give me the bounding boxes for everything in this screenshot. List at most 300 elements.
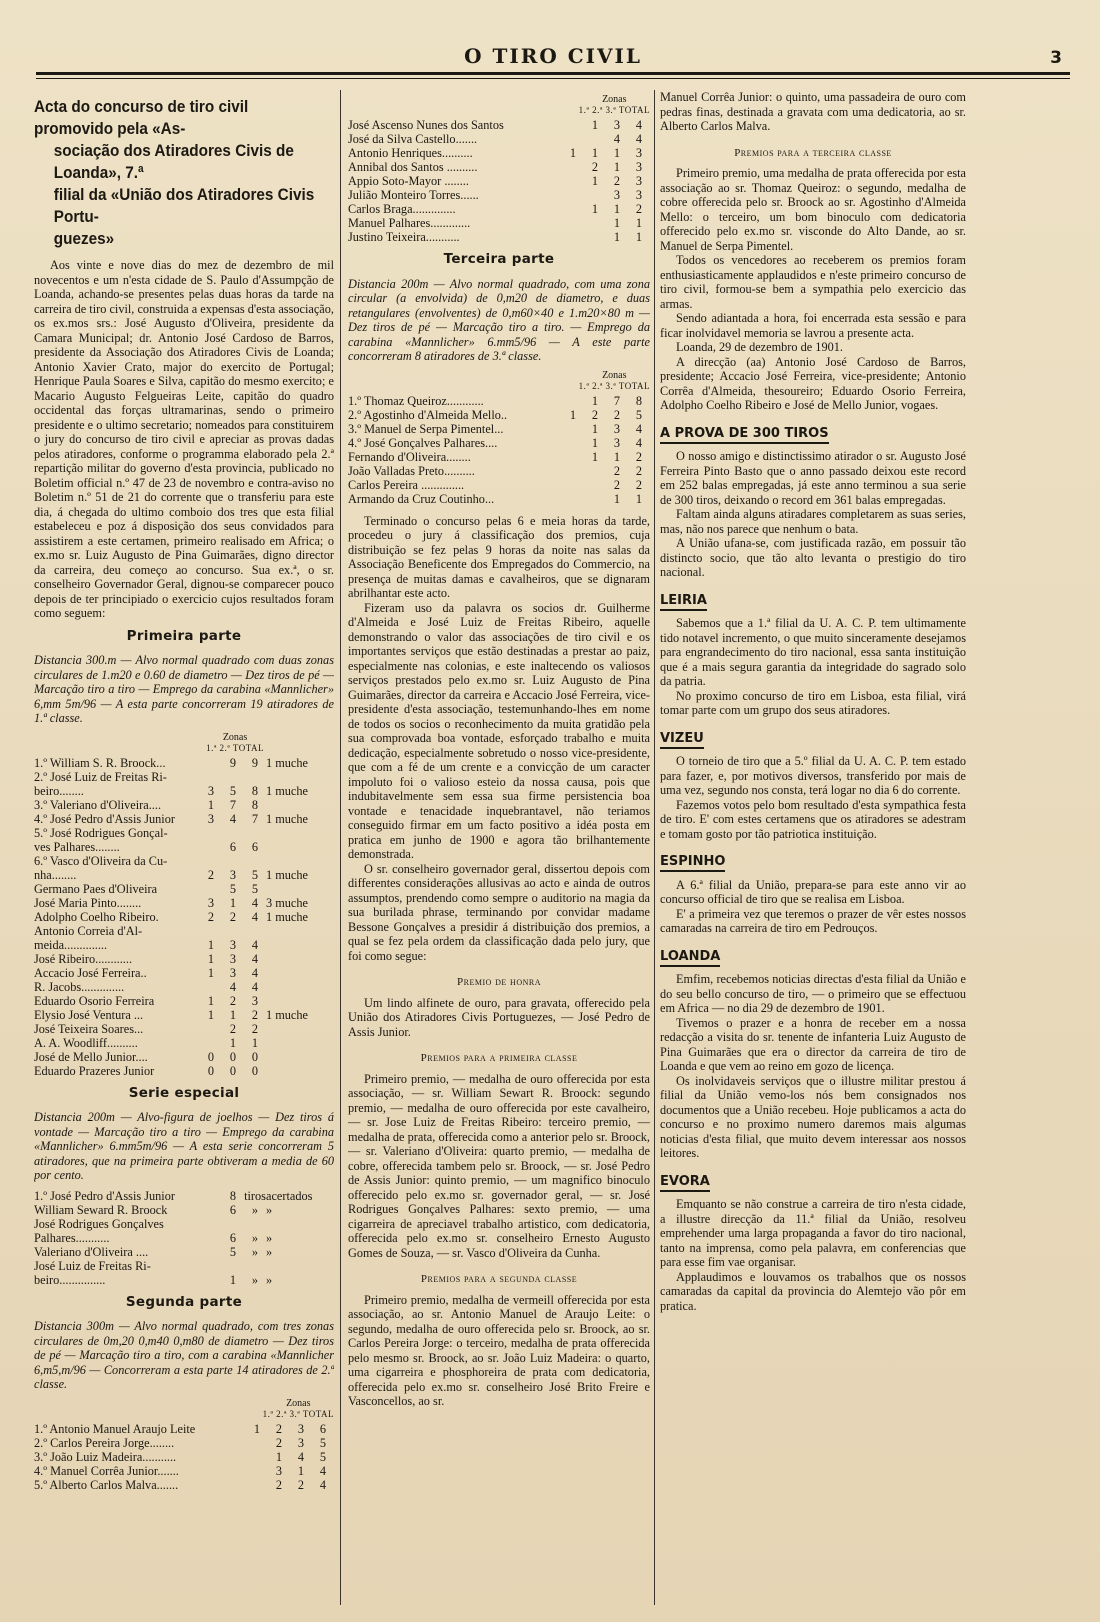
table-cell: 3: [207, 895, 215, 910]
table-cell: [266, 980, 334, 994]
paragraph: Primeiro premio, — medalha de ouro offerecida por esta associação, — sr. William Sewart R. Broock: segundo premio, — medalha de ouro offerecida por este cavalheiro, — sr. Jose Luiz de Freitas Ribeiro: terceiro premio, — medalha de prata, offerecida como a anterior pelo sr. Broock, — sr. Valeriano d'Oliveira: quarto premio, — medalha de cobre, offerecida tambem pelo sr. Broock, — sr. José Pedro de Assis Junior: quinto premio, — um magnifico binoculo offerecido pelo ex.mo sr. governador geral, — sr. José Rodrigues Gonçalves Palhares: sexto premio, — uma cigarreira de apreciavel trabalho artistico, com dedicatoria, offerecida pelo ex.mo sr. conselheiro Ernesto Augusto Gomes de Souza, — sr. Vasco d'Oliveira da Cunha.: [348, 1071, 650, 1260]
table-cell: 1: [635, 216, 643, 230]
table-cell: 4: [635, 435, 643, 450]
column-2: [348, 90, 650, 1610]
table-cell: 6: [229, 1230, 237, 1245]
table-cell: Palhares...........: [34, 1230, 110, 1245]
paragraph: A União ufana-se, com justificada razão, em possuir tão distincto socio, que tão alto levanta o prestigio do tiro nacional.: [660, 536, 966, 579]
table-row: [348, 202, 650, 216]
table-cell: 1 muche: [266, 909, 309, 924]
table-row: [34, 966, 334, 980]
table-cell: 3: [229, 951, 237, 966]
table-cell: 2: [275, 1477, 283, 1492]
table-row: [348, 132, 650, 146]
table-cell: [562, 174, 584, 188]
table-cell: 4: [319, 1477, 327, 1492]
table-cell: 6: [319, 1421, 327, 1436]
table-cell: 5: [251, 867, 259, 882]
table-cell: [584, 188, 606, 202]
table-cell: 2: [635, 477, 643, 492]
table-row: [348, 478, 650, 492]
table-cell: [562, 132, 584, 146]
table-cell: 2: [591, 407, 599, 422]
table-row: [34, 1022, 334, 1036]
table-cell: [562, 422, 584, 436]
table-cell: [266, 882, 334, 896]
table-cell: 1 muche: [266, 755, 309, 770]
zones-header: [348, 94, 650, 116]
news-heading: [660, 427, 966, 442]
table-cell: 4: [635, 132, 643, 146]
table-cell: »: [266, 1230, 273, 1245]
table-row: [348, 450, 650, 464]
news-heading: [660, 1175, 966, 1190]
table-cell: Antonio Henriques..........: [348, 146, 473, 160]
table-cell: William Seward R. Broock: [34, 1202, 168, 1217]
table-cell: 8: [229, 1188, 237, 1203]
table-cell: 1: [253, 1421, 261, 1436]
table-cell: [584, 478, 606, 492]
paragraph: Todos os vencedores ao receberem os premios foram enthusiasticamente applaudidos e n'este primeiro concurso de tiro civil, formou-se bem a sympathia pelo exercicio das armas.: [660, 253, 966, 311]
table-cell: 4: [251, 979, 259, 994]
table-cell: 5: [319, 1449, 327, 1464]
table-row: [34, 1050, 334, 1064]
table-row: [34, 1273, 334, 1287]
paragraph: O nosso amigo e distinctissimo atirador o sr. Augusto José Ferreira Pinto Basto que o anno passado deixou este record em 252 balas empregadas, já este anno terminou a sua serie de 300 tiros, deixando o record em 361 balas empregadas.: [660, 449, 966, 507]
table-cell: 1: [613, 202, 621, 216]
table-cell: 2: [229, 909, 237, 924]
table-cell: Eduardo Osorio Ferreira: [34, 993, 155, 1008]
table-cell: 1: [591, 174, 599, 188]
table-cell: [244, 924, 266, 938]
table-cell: Elysio José Ventura ...: [34, 1007, 144, 1022]
table-cell: [246, 1478, 268, 1492]
table-row: [34, 1422, 334, 1436]
table-cell: Justino Teixeira...........: [348, 230, 460, 244]
table-cell: 4: [319, 1463, 327, 1478]
results-table-serie: [34, 1189, 334, 1287]
table-cell: 0: [251, 1049, 259, 1064]
article-title: [34, 96, 331, 250]
table-cell: 2.º José Luiz de Freitas Ri-: [34, 769, 167, 784]
section-description: Distancia 300.m — Alvo normal quadrado com duas zonas circulares de 1.m20 e 0.60 de diametro — Dez tiros de pé — Marcação tiro a tiro — Emprego da carabina «Mannlicher» 6,mm 5m/96 — A esta parte concorreram 19 atiradores de 1.ª classe.: [34, 653, 334, 725]
table-cell: 2: [613, 407, 621, 422]
table-cell: [562, 202, 584, 216]
table-cell: [562, 230, 584, 244]
heading-text: LOANDA: [660, 949, 720, 967]
table-row: [34, 1478, 334, 1492]
table-cell: [200, 854, 222, 868]
table-row: [348, 464, 650, 478]
table-row: [34, 910, 334, 924]
table-cell: [246, 1436, 268, 1450]
paragraph: Manuel Corrêa Junior: o quinto, uma passadeira de ouro com pedras finas, destinada a gravata com uma dedicatoria, ao sr. Alberto Carlos Malva.: [660, 90, 966, 133]
table-cell: Armando da Cruz Coutinho...: [348, 491, 495, 506]
table-cell: »: [251, 1202, 259, 1217]
table-row: [34, 896, 334, 910]
table-cell: 9: [251, 755, 259, 770]
table-cell: 4: [251, 937, 259, 952]
table-cell: 2: [229, 993, 237, 1008]
paragraph: Fazemos votos pelo bom resultado d'esta sympathica festa de tiro. E' com estes certamens que os atiradores se adestram e tomam gosto por tão patriotica instituição.: [660, 797, 966, 841]
table-cell: [562, 492, 584, 506]
table-cell: 5: [229, 783, 237, 798]
table-row: [34, 980, 334, 994]
table-row: [34, 756, 334, 770]
zones-label: Zonas: [286, 1397, 311, 1409]
table-cell: [562, 118, 584, 132]
masthead-title: O TIRO CIVIL: [464, 44, 642, 68]
table-cell: [222, 854, 244, 868]
title-line: sociação dos Atiradores Civis de Loanda», 7.ª: [53, 141, 294, 182]
table-cell: 4: [635, 118, 643, 132]
table-cell: 6: [229, 1202, 237, 1217]
paragraph: O torneio de tiro que a 5.º filial da U. A. C. P. tem estado para fazer, e, por motivos diversos, transferido por mais de uma vez, segundo nos consta, terá logar no dia 6 do corrente.: [660, 754, 966, 797]
table-cell: [246, 1450, 268, 1464]
table-cell: [200, 882, 222, 896]
table-row: [34, 1464, 334, 1478]
table-cell: 2: [635, 202, 643, 216]
table-cell: 4: [251, 951, 259, 966]
table-row: [348, 174, 650, 188]
table-cell: 1 muche: [266, 783, 309, 798]
section-description: Distancia 300m — Alvo normal quadrado, com tres zonas circulares de 0m,20 0,m40 0,m80 de diametro — Dez tiros de pé — Marcação tiro a tiro, com a carabina «Mannlicher 6,m5,m/96 — Concorreram a esta parte 14 atiradores de 2.ª classe.: [34, 1319, 334, 1391]
subheading: Premios para a segunda classe: [420, 1273, 578, 1285]
table-cell: 6: [229, 839, 237, 854]
table-cell: [266, 938, 334, 952]
table-cell: 5: [319, 1435, 327, 1450]
table-cell: tiros: [244, 1188, 266, 1203]
table-cell: [266, 840, 334, 854]
table-cell: [200, 826, 222, 840]
table-cell: José da Silva Castello.......: [348, 132, 478, 146]
table-cell: [200, 770, 222, 784]
table-cell: [266, 966, 334, 980]
column-divider: [654, 90, 655, 1605]
zones-header: [34, 1398, 334, 1420]
table-cell: [266, 1259, 334, 1273]
table-cell: 1: [591, 449, 599, 464]
table-row: [34, 1259, 334, 1273]
table-cell: [222, 1259, 244, 1273]
table-cell: 4: [229, 979, 237, 994]
table-row: [34, 826, 334, 840]
table-cell: 3: [613, 188, 621, 202]
table-cell: 1: [613, 230, 621, 244]
table-cell: 1: [635, 491, 643, 506]
table-cell: 1: [613, 491, 621, 506]
table-cell: 1: [635, 230, 643, 244]
table-row: [348, 230, 650, 244]
table-cell: 3: [613, 421, 621, 436]
results-table-primeira: [34, 756, 334, 1078]
zones-label: Zonas: [602, 369, 627, 381]
table-cell: 2: [207, 909, 215, 924]
table-cell: 3: [635, 146, 643, 160]
table-cell: [222, 770, 244, 784]
table-cell: 1 muche: [266, 867, 309, 882]
table-cell: 1: [229, 1272, 237, 1287]
table-cell: 9: [229, 755, 237, 770]
zones-label: Zonas: [222, 731, 248, 743]
news-heading: [660, 732, 966, 747]
table-cell: 1: [297, 1463, 305, 1478]
table-cell: 1: [251, 1035, 259, 1050]
table-cell: 1: [569, 407, 577, 422]
table-cell: »: [251, 1230, 259, 1245]
paragraph: Sendo adiantada a hora, foi encerrada esta sessão e para ficar inolvidavel memoria se lavrou a presente acta.: [660, 311, 966, 340]
table-cell: 1: [591, 202, 599, 216]
table-row: [34, 1008, 334, 1022]
table-cell: 2: [251, 1007, 259, 1022]
table-cell: [562, 394, 584, 408]
table-row: [348, 436, 650, 450]
table-cell: 1.º William S. R. Broock...: [34, 755, 166, 770]
table-cell: José Luiz de Freitas Ri-: [34, 1258, 151, 1273]
table-cell: 2: [251, 1021, 259, 1036]
table-cell: [266, 770, 334, 784]
table-row: [34, 1203, 334, 1217]
table-row: [34, 868, 334, 882]
table-cell: 1: [591, 146, 599, 160]
table-cell: 0: [229, 1049, 237, 1064]
table-cell: 1: [569, 146, 577, 160]
table-cell: 1: [613, 449, 621, 464]
table-cell: 3: [229, 965, 237, 980]
table-cell: 8: [251, 797, 259, 812]
table-cell: 1: [207, 965, 215, 980]
table-cell: 1: [207, 951, 215, 966]
table-cell: 1: [591, 118, 599, 132]
table-cell: 8: [635, 393, 643, 408]
table-cell: [200, 924, 222, 938]
table-cell: [584, 492, 606, 506]
paragraph: Emquanto se não construe a carreira de tiro n'esta cidade, a illustre direcção da 11.ª filial da União, resolveu emprehender uma larga propaganda a favor do tiro nacional, tanto na imprensa, como pela palavra, em conferencias que para esse fim vae organisar.: [660, 1197, 966, 1269]
table-cell: acertados: [266, 1188, 313, 1203]
table-cell: 1 muche: [266, 1007, 309, 1022]
table-row: [348, 146, 650, 160]
paragraph: Sabemos que a 1.ª filial da U. A. C. P. tem ultimamente tido notavel incremento, o que muito sinceramente desejamos para engrandecimento do tiro nacional, essa santa instituição que é a mais segura garantia da integridade do sagrado solo da patria.: [660, 616, 966, 688]
table-row: [34, 1189, 334, 1203]
results-table-terceira: [348, 394, 650, 506]
table-cell: [244, 854, 266, 868]
table-cell: 4: [297, 1449, 305, 1464]
table-row: [34, 1245, 334, 1259]
table-cell: meida..............: [34, 937, 108, 952]
intro-paragraph: Aos vinte e nove dias do mez de dezembro de mil novecentos e um n'esta cidade de S. Paulo d'Assumpção de Loanda, achando-se presentes pelas duas horas da tarde na carreira de tiro civil, construida a expensas d'esta associação, os ex.mos srs.: José Augusto d'Oliveira, presidente da Camara Municipal; dr. Antonio José Cardoso de Barros, presidente da Associação dos Atiradores Civis de Loanda; Antonio Xavier Crato, major do exercito de Portugal; Henrique Paula Soares e Silva, capitão do mesmo exercito; e Macario Augusto Felgueiras Leite, capitão do quadro occidental das forças ultramarinas, sendo o primeiro presidente e o ultimo secretario; nomeados para constituirem o jury do concurso de tiro civil e apreciar as provas dadas pelos atiradores, conforme o programma elaborado pela 2.ª repartição militar do governo d'esta provincia, publicado no Boletim official n.º 47 de 23 de novembro e contra-aviso no Boletim n.º 51 de 21 do corrente que o transferiu para este dia, á chegada do ultimo comboio dos tres que esta filial estabeleceu e poz á disposição dos seus convidados para assistirem a este certamen, primeiro realisado em Africa; o ex.mo sr. Luiz Augusto de Pina Guimarães, digno director da carreira, deu começo ao concurso. Sua ex.ª, o sr. conselheiro Governador Geral, dignou-se comparecer pouco depois de ter principiado o exercicio cujos resultados foram como seguem:: [34, 258, 334, 620]
table-cell: [584, 230, 606, 244]
table-cell: 2: [613, 174, 621, 188]
table-cell: 5.º José Rodrigues Gonçal-: [34, 825, 168, 840]
heading-text: ESPINHO: [660, 854, 725, 872]
column-3: [660, 90, 966, 1610]
table-cell: 1: [591, 435, 599, 450]
table-cell: 2: [297, 1477, 305, 1492]
results-table-segunda: [34, 1422, 334, 1492]
table-cell: 3: [207, 811, 215, 826]
table-cell: [584, 464, 606, 478]
table-cell: 3: [251, 993, 259, 1008]
table-cell: [266, 798, 334, 812]
table-cell: [562, 160, 584, 174]
table-cell: 3: [635, 160, 643, 174]
table-cell: 3.º Valeriano d'Oliveira....: [34, 797, 162, 812]
table-row: [34, 1436, 334, 1450]
table-cell: Appio Soto-Mayor ........: [348, 174, 469, 188]
zones-columns: 1.ª 2.ª 3.ª TOTAL: [262, 1408, 334, 1419]
table-cell: 8: [251, 783, 259, 798]
paragraph: Primeiro premio, medalha de vermeill offerecida por esta associação, ao sr. Antonio Manuel de Araujo Leite: o segundo, medalha de ouro offerecida pelo sr. Broock, ao sr. Carlos Pereira Jorge: o terceiro, medalha de prata offerecida pelo mesmo sr. Broock, ao sr. João Luiz Madeira: o quarto, uma cigarreira e phosphoreira de prata com dedicatoria, offerecida pelo ex.mo sr. conselheiro José Brito Freire e Vasconcellos, ao sr.: [348, 1292, 650, 1408]
table-cell: 1.º José Pedro d'Assis Junior: [34, 1188, 175, 1203]
table-cell: [244, 1259, 266, 1273]
table-cell: 3: [613, 118, 621, 132]
header-rule-thick: [36, 72, 1070, 75]
table-cell: Adolpho Coelho Ribeiro.: [34, 909, 159, 924]
table-cell: 4: [251, 909, 259, 924]
table-cell: Fernando d'Oliveira........: [348, 449, 471, 464]
paragraph: Primeiro premio, uma medalha de prata offerecida por esta associação ao sr. Thomaz Queiroz: o segundo, medalha de cobre offerecida pelo sr. Broock ao sr. Agostinho d'Almeida Mello: o terceiro, um bom binoculo com dedicatoria offerecido pelo ex.mo sr. visconde do Alto Dande, ao sr. Manuel de Serpa Pimentel.: [660, 166, 966, 253]
table-cell: 1.º Thomaz Queiroz............: [348, 393, 484, 408]
table-cell: [244, 770, 266, 784]
table-cell: [200, 1036, 222, 1050]
table-cell: [562, 464, 584, 478]
date-line: Loanda, 29 de dezembro de 1901.: [676, 340, 843, 354]
table-cell: [244, 1217, 266, 1231]
table-cell: 1: [591, 421, 599, 436]
table-row: [34, 924, 334, 938]
table-row: [34, 1036, 334, 1050]
table-cell: José de Mello Junior....: [34, 1049, 148, 1064]
table-cell: 5: [251, 881, 259, 896]
table-cell: [246, 1464, 268, 1478]
table-cell: 5: [635, 407, 643, 422]
paragraph: Emfim, recebemos noticias directas d'esta filial da União e do seu bello concurso de tiro, — o primeiro que se effectuou em Africa — no dia 29 de dezembro de 1901.: [660, 972, 966, 1015]
table-row: [34, 994, 334, 1008]
table-cell: 3: [229, 937, 237, 952]
table-cell: José Ascenso Nunes dos Santos: [348, 118, 504, 132]
masthead: [36, 44, 1070, 68]
table-cell: 1: [275, 1449, 283, 1464]
title-line: guezes»: [53, 229, 115, 248]
table-cell: 4.º Manuel Corrêa Junior.......: [34, 1463, 179, 1478]
table-cell: 1: [613, 146, 621, 160]
table-cell: João Valladas Preto..........: [348, 463, 475, 478]
paragraph: Faltam ainda alguns atiradares completarem as suas series, mas, não nos parece que nenhum o bata.: [660, 507, 966, 536]
paragraph: No proximo concurso de tiro em Lisboa, esta filial, virá tomar parte com um grupo dos seus atiradores.: [660, 688, 966, 717]
column-1: [34, 90, 334, 1610]
table-cell: 3.º João Luiz Madeira...........: [34, 1449, 177, 1464]
table-cell: [266, 826, 334, 840]
table-cell: 4.º José Gonçalves Palhares....: [348, 435, 498, 450]
paragraph: Um lindo alfinete de ouro, para gravata, offerecido pela União dos Atiradores Civis Portuguezes, — José Pedro de Assis Junior.: [348, 995, 650, 1039]
zones-columns: 1.ª 2.ª 3.ª TOTAL: [578, 380, 650, 391]
table-cell: 1: [207, 797, 215, 812]
title-line: filial da «União dos Atiradores Civis Portu-: [53, 185, 315, 226]
table-cell: 3: [207, 783, 215, 798]
table-cell: [200, 840, 222, 854]
table-cell: A. A. Woodliff..........: [34, 1035, 138, 1050]
table-cell: [266, 952, 334, 966]
table-cell: Julião Monteiro Torres......: [348, 188, 479, 202]
table-cell: [200, 756, 222, 770]
table-cell: Valeriano d'Oliveira ....: [34, 1244, 149, 1259]
table-cell: [266, 1217, 334, 1231]
table-row: [34, 840, 334, 854]
table-cell: 1.º Antonio Manuel Araujo Leite: [34, 1421, 196, 1436]
table-cell: 2.º Carlos Pereira Jorge........: [34, 1435, 175, 1450]
table-row: [34, 770, 334, 784]
table-cell: 5: [229, 1244, 237, 1259]
table-cell: 2: [275, 1435, 283, 1450]
table-cell: 7: [613, 393, 621, 408]
table-cell: [562, 478, 584, 492]
table-row: [34, 798, 334, 812]
news-heading: [660, 950, 966, 965]
table-cell: 4: [613, 132, 621, 146]
zones-header: [348, 370, 650, 392]
section-title: Serie especial: [128, 1084, 240, 1101]
table-cell: 5.º Alberto Carlos Malva.......: [34, 1477, 179, 1492]
table-cell: »: [266, 1202, 273, 1217]
paragraph: O sr. conselheiro governador geral, dissertou depois com differentes considerações allusivas ao acto e ainda de outros assumptos, prendendo como sempre o auditorio na magia da sua burilada phrase, terminando por convidar madame Bessone Gonçalves a presidir á distribuição dos premios, a qual se fez pela ordem da classificação dada pelo jury, que foi como segue:: [348, 861, 650, 963]
table-cell: 2: [613, 463, 621, 478]
table-row: [348, 160, 650, 174]
table-cell: Manuel Palhares.............: [348, 216, 471, 230]
table-cell: [244, 826, 266, 840]
table-cell: 4.º José Pedro d'Assis Junior: [34, 811, 175, 826]
table-cell: 3: [613, 435, 621, 450]
paragraph: Terminado o concurso pelas 6 e meia horas da tarde, procedeu o jury á classificação dos premios, cuja distribuição se fez pelas 9 horas da noite nas salas da Associação Beneficente dos Empregados do Commercio, na presença de muitas damas e cavalheiros, que se dignaram abrilhantar este acto.: [348, 513, 650, 600]
table-cell: 3: [297, 1421, 305, 1436]
table-cell: 0: [251, 1063, 259, 1078]
table-cell: 4: [635, 421, 643, 436]
table-cell: 5: [229, 881, 237, 896]
table-cell: [266, 1036, 334, 1050]
table-row: [348, 394, 650, 408]
table-cell: [562, 436, 584, 450]
paragraph: Os inolvidaveis serviços que o illustre militar prestou á filial da União vemo-los nós bem consignados nos documentos que a União recebeu. Hoje publicamos a acta do concurso e no proximo numero daremos mais algumas noticias d'esta filial, que muito devem interessar aos nossos leitores.: [660, 1073, 966, 1160]
table-row: [34, 1231, 334, 1245]
table-row: [34, 1217, 334, 1231]
table-cell: [200, 980, 222, 994]
table-cell: Eduardo Prazeres Junior: [34, 1063, 155, 1078]
subheading: Premios para a primeira classe: [420, 1052, 578, 1064]
table-cell: 0: [207, 1063, 215, 1078]
table-cell: 7: [251, 811, 259, 826]
table-cell: 7: [229, 797, 237, 812]
table-cell: 3 muche: [266, 895, 309, 910]
table-cell: 2.º Agostinho d'Almeida Mello..: [348, 407, 508, 422]
results-table-segunda-cont: [348, 118, 650, 244]
table-cell: [266, 1064, 334, 1078]
table-row: [348, 188, 650, 202]
table-cell: [266, 994, 334, 1008]
table-cell: José Rodrigues Gonçalves: [34, 1216, 164, 1231]
header-rule-thin: [36, 78, 1070, 79]
section-title: Segunda parte: [125, 1293, 243, 1310]
table-row: [348, 492, 650, 506]
table-cell: ves Palhares........: [34, 839, 120, 854]
table-cell: 1: [591, 393, 599, 408]
table-row: [348, 422, 650, 436]
table-cell: [266, 1022, 334, 1036]
table-cell: 3: [275, 1463, 283, 1478]
table-cell: José Teixeira Soares...: [34, 1021, 144, 1036]
zones-header: [34, 732, 334, 754]
page-number: 3: [1050, 48, 1064, 68]
table-cell: [222, 826, 244, 840]
table-cell: 1: [229, 1035, 237, 1050]
